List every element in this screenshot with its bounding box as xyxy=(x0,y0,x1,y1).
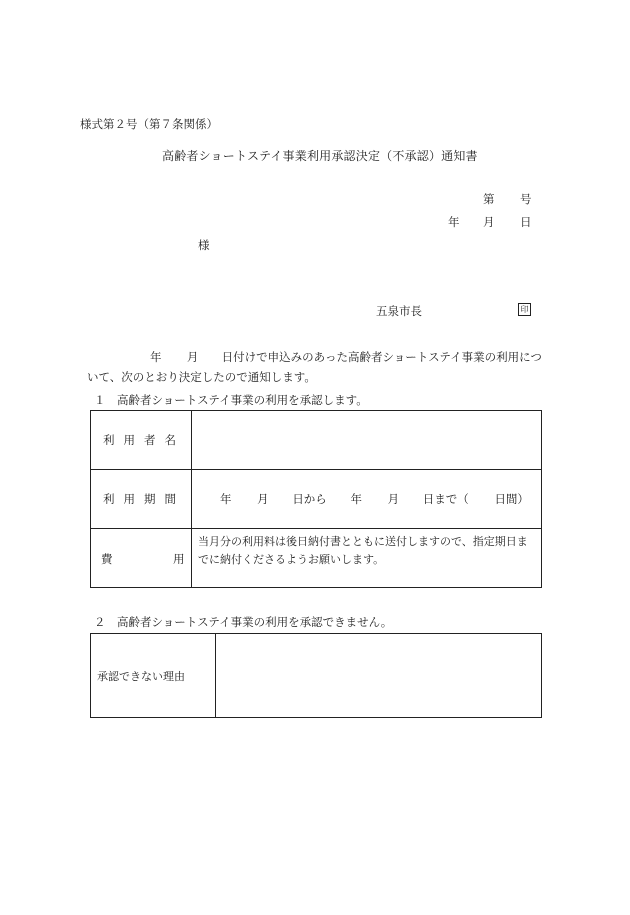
addressee-honorific: 様 xyxy=(198,238,210,252)
body-line2-text: いて、次のとおり決定したので通知します。 xyxy=(87,370,316,384)
rejection-table xyxy=(90,633,542,718)
reason-label: 承認できない理由 xyxy=(91,634,216,718)
table-row xyxy=(91,634,542,718)
fee-notice: 当月分の利用料は後日納付書とともに送付しますので、指定期日までに納付くださるようお願いします。 xyxy=(192,529,542,588)
table-row xyxy=(91,411,542,470)
table-row xyxy=(91,529,542,588)
period-year2: 年 xyxy=(350,492,362,506)
period-value[interactable] xyxy=(192,470,542,529)
user-name-value[interactable] xyxy=(192,411,542,470)
fee-label-left: 費 xyxy=(101,552,113,566)
sender-name: 五泉市長 xyxy=(376,304,422,318)
number-prefix: 第 xyxy=(483,192,495,206)
reason-value[interactable] xyxy=(216,634,542,718)
form-number: 様式第２号（第７条関係） xyxy=(80,117,218,131)
period-until-day: 日まで（ xyxy=(422,492,469,506)
user-name-label: 利用者名 xyxy=(91,411,192,470)
body-line1-text: 日付けで申込みのあった高齢者ショートステイ事業の利用につ xyxy=(221,350,542,364)
body-month: 月 xyxy=(186,350,199,364)
period-month: 月 xyxy=(257,492,269,506)
date-year: 年 xyxy=(448,215,460,229)
period-month2: 月 xyxy=(387,492,400,506)
period-label: 利用期間 xyxy=(91,470,192,529)
fee-label-right: 用 xyxy=(173,552,185,566)
fee-label xyxy=(91,529,192,588)
body-year: 年 xyxy=(150,350,162,364)
number-suffix: 号 xyxy=(520,192,532,206)
section2-heading: ２ 高齢者ショートステイ事業の利用を承認できません。 xyxy=(94,615,393,629)
body-paragraph xyxy=(87,347,550,387)
period-year: 年 xyxy=(220,492,232,506)
date-day: 日 xyxy=(520,215,532,229)
document-title: 高齢者ショートステイ事業利用承認決定（不承認）通知書 xyxy=(162,149,478,163)
date-month: 月 xyxy=(483,215,495,229)
period-days: 日間） xyxy=(494,492,529,506)
section1-heading: １ 高齢者ショートステイ事業の利用を承認します。 xyxy=(94,393,368,407)
period-from-day: 日から xyxy=(292,492,327,506)
table-row xyxy=(91,470,542,529)
seal-mark: 印 xyxy=(518,303,531,316)
approval-table xyxy=(90,410,542,588)
